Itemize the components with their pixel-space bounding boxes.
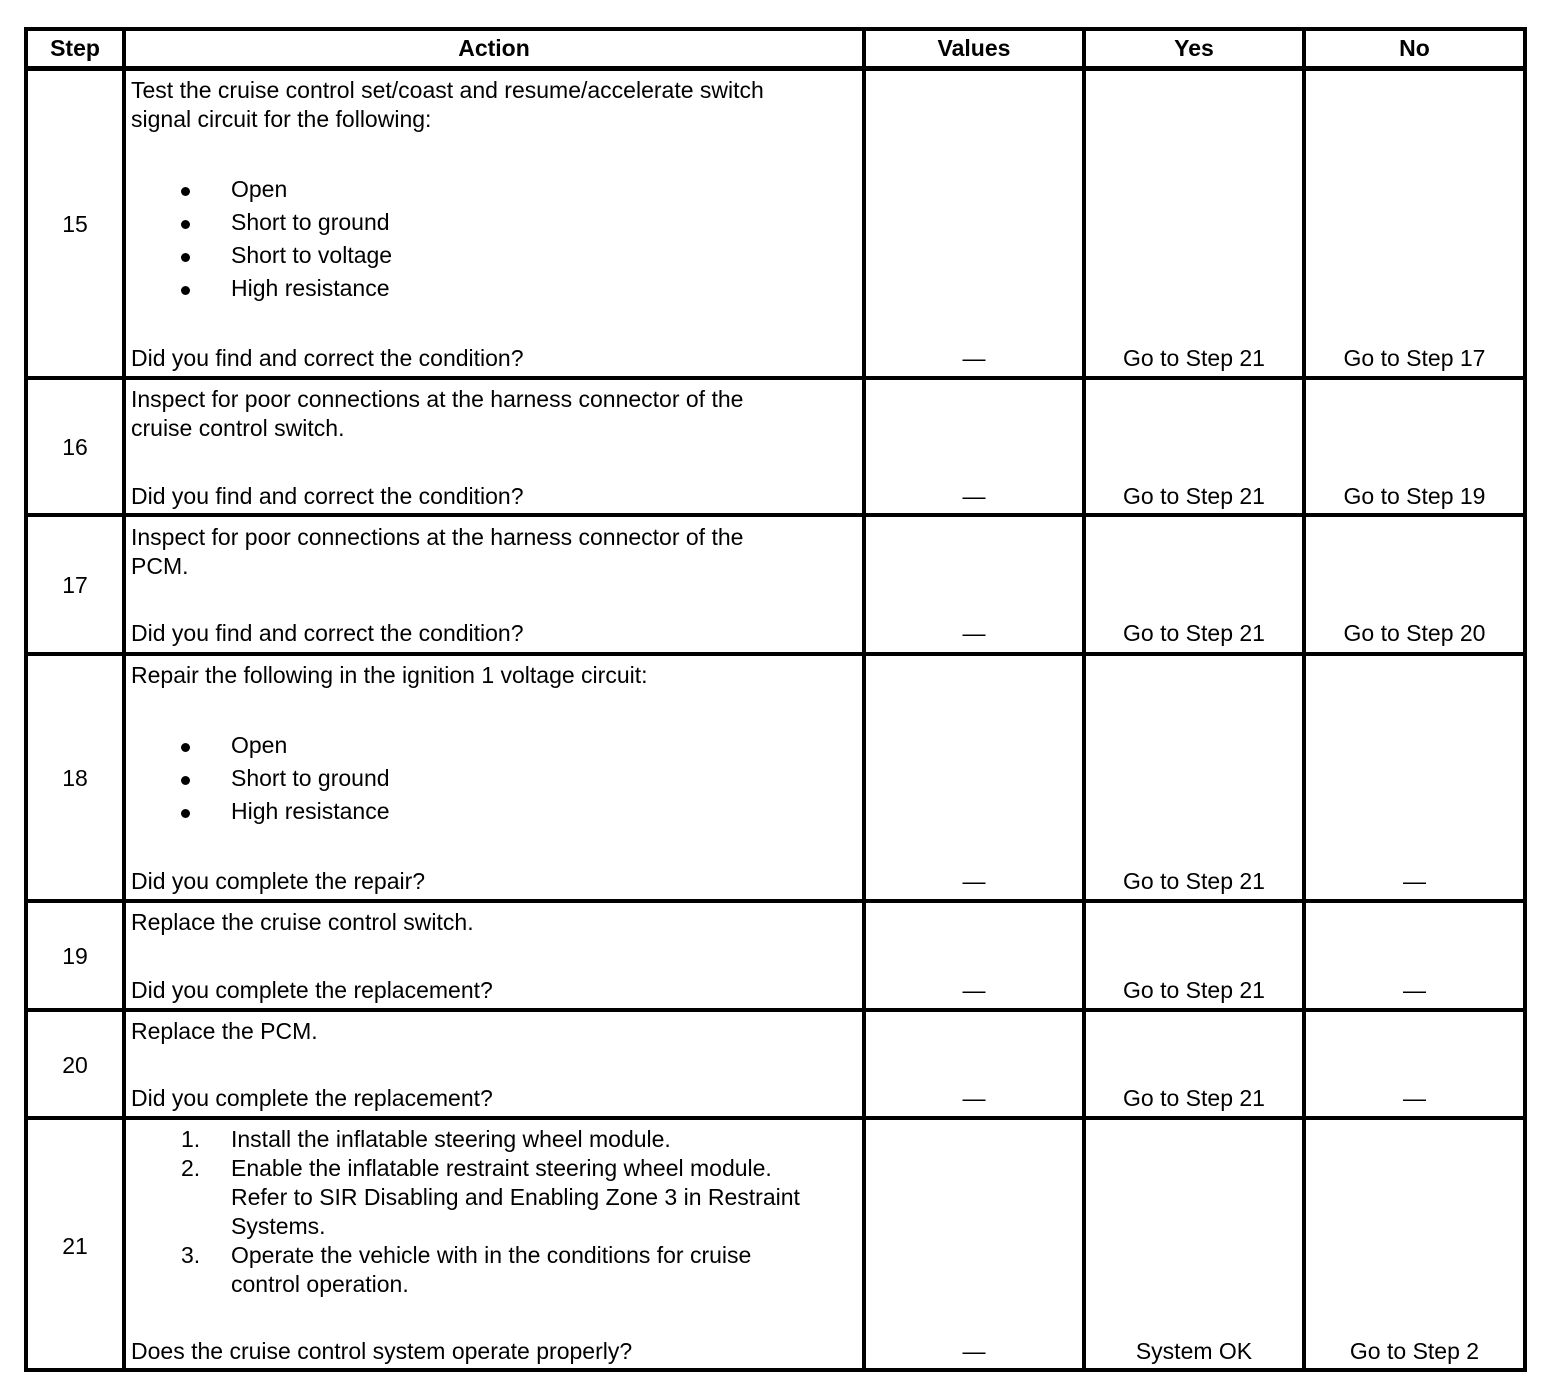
yes-cell: Go to Step 21 <box>1123 345 1265 371</box>
values-cell: — <box>962 1338 986 1364</box>
numbered-list <box>127 1125 862 1299</box>
column-divider <box>1082 27 1086 1372</box>
values-cell: — <box>962 620 986 646</box>
values-cell: — <box>962 1085 986 1111</box>
yes-cell: Go to Step 21 <box>1123 868 1265 894</box>
list-item <box>127 1125 862 1154</box>
column-divider <box>1302 27 1306 1372</box>
list-number: 1. <box>181 1126 201 1152</box>
action-question: Did you complete the repair? <box>131 868 426 894</box>
header-no: No <box>1399 35 1430 61</box>
action-text: Replace the PCM. <box>131 1018 318 1044</box>
list-text: Enable the inflatable restraint steering wheel module. <box>231 1155 772 1181</box>
bullet-text: Open <box>231 732 288 758</box>
no-cell: Go to Step 19 <box>1343 483 1486 509</box>
no-cell: — <box>1403 868 1426 894</box>
no-cell: — <box>1403 977 1426 1003</box>
yes-cell: Go to Step 21 <box>1123 977 1265 1003</box>
bullet-text: Short to ground <box>231 209 390 235</box>
column-divider <box>122 27 126 1372</box>
list-number: 3. <box>181 1242 201 1268</box>
action-question: Did you find and correct the condition? <box>131 345 524 371</box>
list-item <box>127 1241 862 1299</box>
action-question: Did you find and correct the condition? <box>131 483 524 509</box>
step-number: 16 <box>62 434 88 460</box>
step-number: 19 <box>62 943 88 969</box>
list-text: control operation. <box>231 1271 409 1297</box>
step-number: 15 <box>62 211 88 237</box>
action-text: Repair the following in the ignition 1 voltage circuit: <box>131 662 648 688</box>
table-right-border <box>1523 27 1527 1372</box>
no-cell: Go to Step 2 <box>1349 1338 1480 1364</box>
yes-cell: System OK <box>1135 1338 1253 1364</box>
step-number: 20 <box>62 1052 88 1078</box>
list-text: Refer to SIR Disabling and Enabling Zone 3 in Restraint <box>231 1184 800 1210</box>
action-text: Inspect for poor connections at the harness connector of the <box>131 386 744 412</box>
no-cell: — <box>1403 1085 1426 1111</box>
column-divider <box>862 27 866 1372</box>
values-cell: — <box>962 977 986 1003</box>
step-number: 17 <box>62 572 88 598</box>
action-question: Does the cruise control system operate properly? <box>131 1338 633 1364</box>
action-text: cruise control switch. <box>131 415 345 441</box>
values-cell: — <box>962 483 986 509</box>
action-question: Did you complete the replacement? <box>131 977 493 1003</box>
action-text: Replace the cruise control switch. <box>131 909 474 935</box>
no-cell: Go to Step 20 <box>1343 620 1486 646</box>
action-text: Inspect for poor connections at the harness connector of the <box>131 524 744 550</box>
action-text: PCM. <box>131 553 189 579</box>
list-text: Install the inflatable steering wheel module. <box>231 1126 671 1152</box>
values-cell: — <box>962 868 986 894</box>
bullet-text: Short to voltage <box>231 242 393 268</box>
values-cell: — <box>962 345 986 371</box>
bullet-text: High resistance <box>231 275 390 301</box>
action-question: Did you find and correct the condition? <box>131 620 524 646</box>
step-number: 18 <box>62 765 88 791</box>
list-text: Systems. <box>231 1213 326 1239</box>
yes-cell: Go to Step 21 <box>1123 483 1265 509</box>
yes-cell: Go to Step 21 <box>1123 1085 1265 1111</box>
list-text: Operate the vehicle with in the conditions for cruise <box>231 1242 752 1268</box>
header-action: Action <box>458 35 530 61</box>
step-number: 21 <box>62 1233 88 1259</box>
header-values: Values <box>937 35 1011 61</box>
bullet-text: Short to ground <box>231 765 390 791</box>
header-step: Step <box>50 35 100 61</box>
list-item <box>127 1154 862 1241</box>
bullet-text: High resistance <box>231 798 390 824</box>
no-cell: Go to Step 17 <box>1343 345 1486 371</box>
bullet-text: Open <box>231 176 288 202</box>
list-number: 2. <box>181 1155 201 1181</box>
action-text: signal circuit for the following: <box>131 106 432 132</box>
header-yes: Yes <box>1174 35 1214 61</box>
yes-cell: Go to Step 21 <box>1123 620 1265 646</box>
action-question: Did you complete the replacement? <box>131 1085 493 1111</box>
action-text: Test the cruise control set/coast and resume/accelerate switch <box>131 77 764 103</box>
